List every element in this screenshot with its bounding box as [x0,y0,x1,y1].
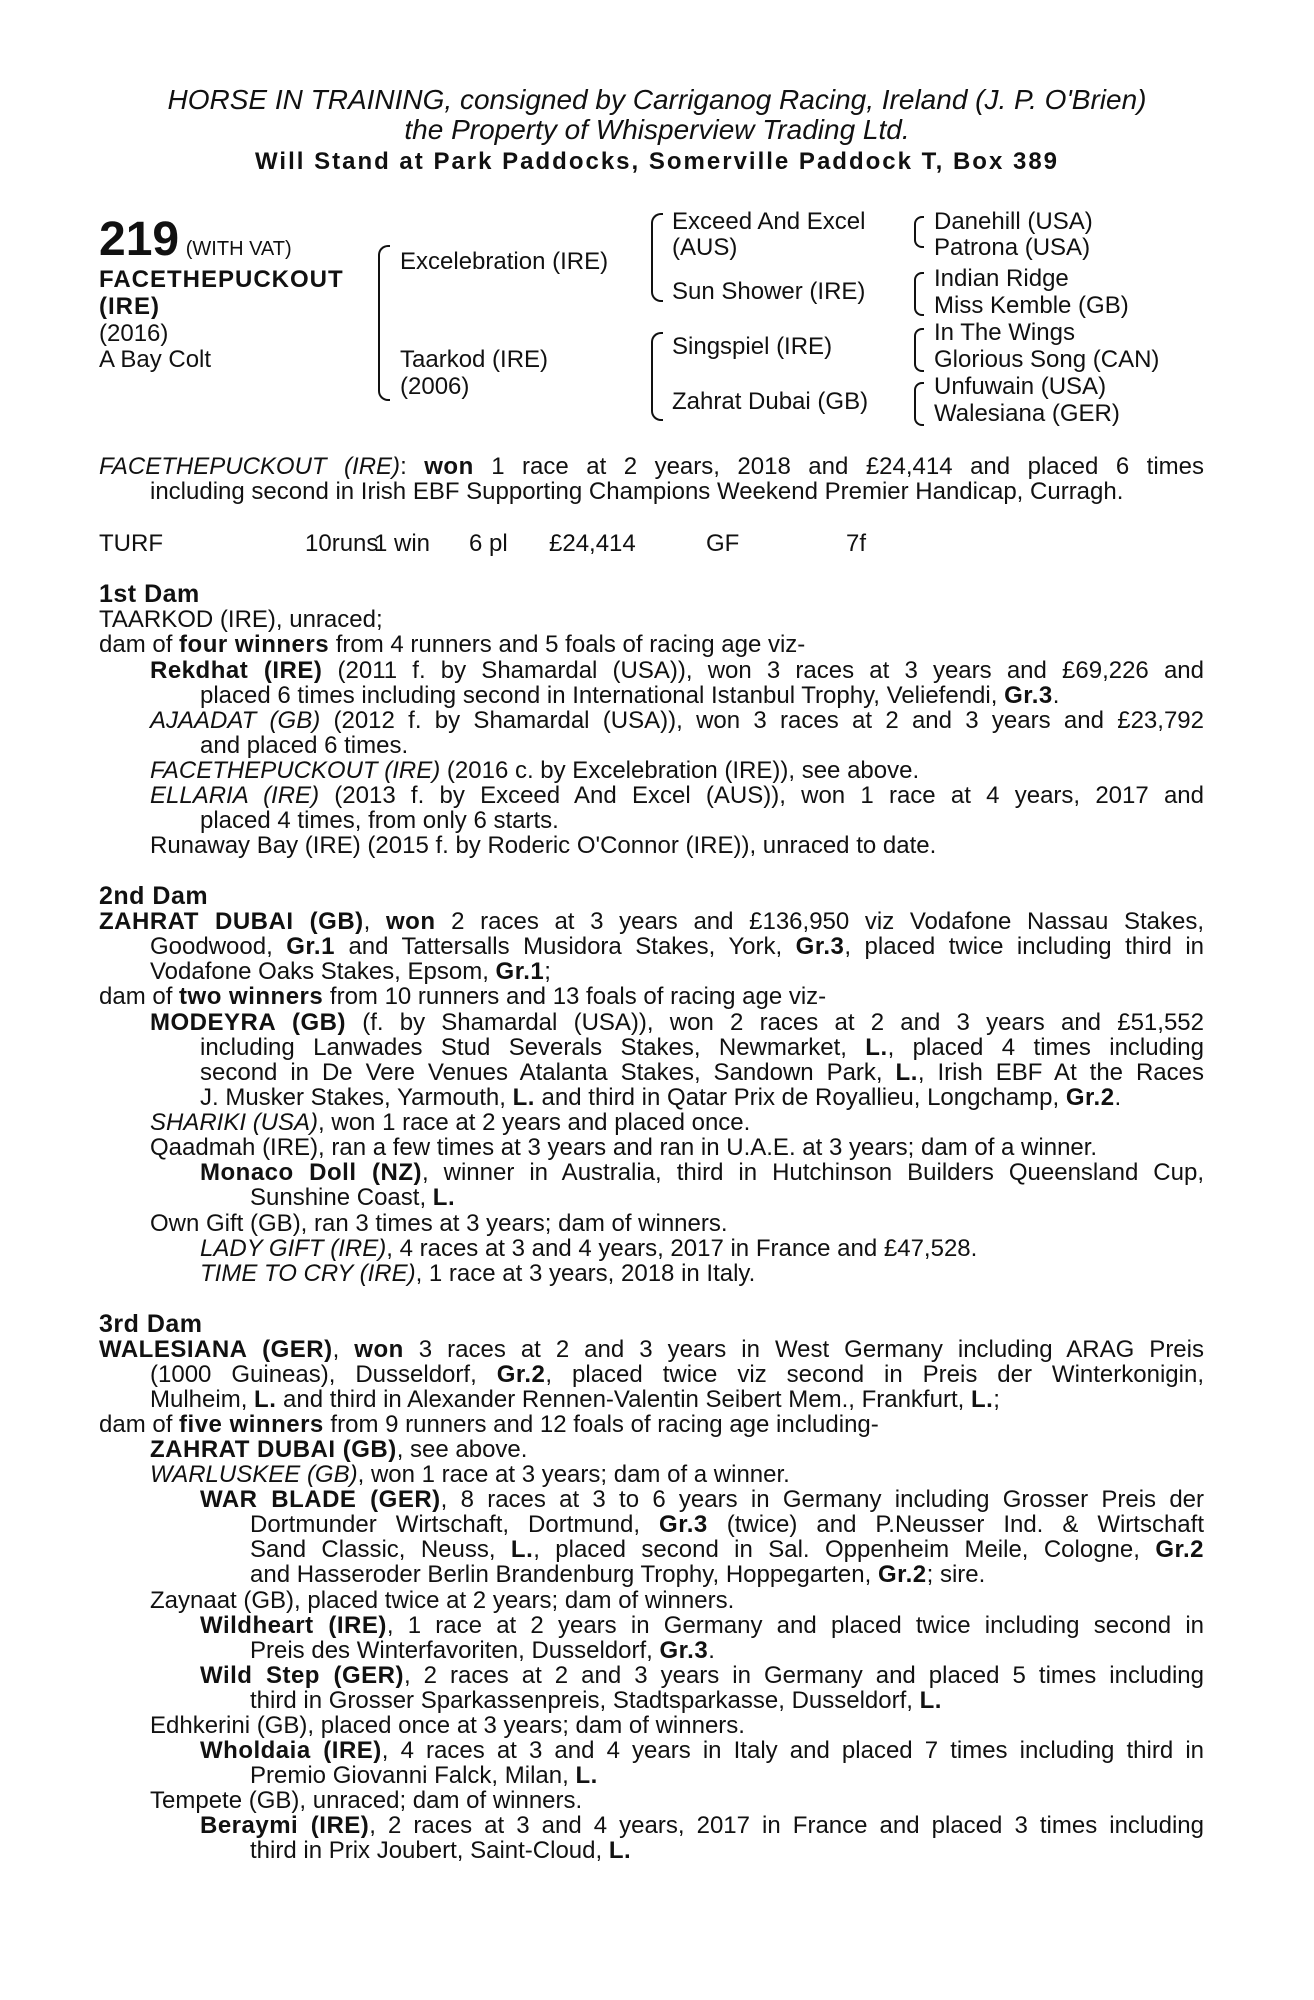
grandproduce-wildheart-2: Preis des Winterfavoriten, Dusseldorf, Gr.3. [250,1637,715,1664]
pedigree-bracket-sire [651,213,663,302]
consignor-line: HORSE IN TRAINING, consigned by Carriganog Racing, Ireland (J. P. O'Brien) [167,84,1147,115]
produce-warluskee: WARLUSKEE (GB), won 1 race at 3 years; dam of a winner. [150,1461,790,1488]
first-dam-heading: 1st Dam [99,580,200,608]
horse-country: (IRE) [99,293,160,320]
stat-distance: 7f [846,530,867,557]
pedigree-bracket-dam [651,332,663,421]
sire-sire-dam: Patrona (USA) [934,234,1091,261]
produce-ajaadat-cont: and placed 6 times. [200,732,409,759]
pedigree-bracket-6 [914,328,924,372]
produce-ellaria: ELLARIA (IRE) (2013 f. by Exceed And Excel (AUS)), won 1 race at 4 years, 2017 and [150,782,1204,809]
stat-runs: 10runs [305,530,379,557]
second-dam-heading: 2nd Dam [99,882,209,910]
third-dam-record: WALESIANA (GER), won 3 races at 2 and 3 years in West Germany including ARAG Preis [99,1336,1204,1363]
race-summary-cont: including second in Irish EBF Supporting Champions Weekend Premier Handicap, Curragh. [150,478,1124,505]
produce-rekdhat: Rekdhat (IRE) (2011 f. by Shamardal (USA)), won 3 races at 3 years and £69,226 and [150,657,1204,684]
produce-zaynaat: Zaynaat (GB), placed twice at 2 years; dam of winners. [150,1587,735,1614]
sire-sire-sire: Danehill (USA) [934,208,1093,235]
grandproduce-wildheart: Wildheart (IRE), 1 race at 2 years in Germany and placed twice including second in [200,1612,1205,1639]
race-summary: FACETHEPUCKOUT (IRE): won 1 race at 2 years, 2018 and £24,414 and placed 6 times [99,453,1205,480]
lot-number: 219 [99,213,180,266]
vat-note: (WITH VAT) [185,238,292,260]
grandproduce-war-blade-2: Dortmunder Wirtschaft, Dortmund, Gr.3 (twice) and P.Neusser Ind. & Wirtschaft [250,1511,1204,1538]
pedigree-bracket-4 [914,216,924,248]
stat-going: GF [706,530,740,557]
dam-dam-sire: Unfuwain (USA) [934,373,1107,400]
sire-sire-country: (AUS) [672,234,738,261]
grandproduce-beraymi-2: third in Prix Joubert, Saint-Cloud, L. [250,1837,632,1864]
produce-modeyra: MODEYRA (GB) (f. by Shamardal (USA)), won 2 races at 2 and 3 years and £51,552 [150,1009,1204,1036]
stat-surface: TURF [99,530,163,557]
pedigree-bracket-main [378,245,390,401]
grandproduce-wholdaia-2: Premio Giovanni Falck, Milan, L. [250,1762,598,1789]
produce-ellaria-cont: placed 4 times, from only 6 starts. [200,807,559,834]
pedigree-bracket-5 [914,272,924,316]
second-dam-record-2: Goodwood, Gr.1 and Tattersalls Musidora Stakes, York, Gr.3, placed twice including third in [150,933,1205,960]
foaling-year: (2016) [99,320,169,347]
dam-sire-dam: Glorious Song (CAN) [934,346,1160,373]
produce-own-gift: Own Gift (GB), ran 3 times at 3 years; dam of winners. [150,1210,728,1237]
sire-dam-sire: Indian Ridge [934,265,1069,292]
dam: Taarkod (IRE) [400,346,549,373]
produce-zahrat-dubai: ZAHRAT DUBAI (GB), see above. [150,1436,528,1463]
grandproduce-beraymi: Beraymi (IRE), 2 races at 3 and 4 years, 2017 in France and placed 3 times including [200,1812,1204,1839]
produce-ajaadat: AJAADAT (GB) (2012 f. by Shamardal (USA)), won 3 races at 2 and 3 years and £23,792 [150,707,1204,734]
dam-dam-dam: Walesiana (GER) [934,400,1120,427]
second-dam-record: ZAHRAT DUBAI (GB), won 2 races at 3 years and £136,950 viz Vodafone Nassau Stakes, [99,908,1205,935]
produce-edhkerini: Edhkerini (GB), placed once at 3 years; dam of winners. [150,1712,745,1739]
third-dam-record-2: (1000 Guineas), Dusseldorf, Gr.2, placed twice viz second in Preis der Winterkonigin, [150,1361,1204,1388]
third-dam-record-3: Mulheim, L. and third in Alexander Rennen-Valentin Seibert Mem., Frankfurt, L.; [150,1386,1000,1413]
dam-sire: Singspiel (IRE) [672,333,833,360]
second-dam-produce-summary: dam of two winners from 10 runners and 13 foals of racing age viz- [99,983,827,1010]
owner-line: the Property of Whisperview Trading Ltd. [404,114,910,145]
first-dam-name: TAARKOD (IRE), unraced; [99,606,383,633]
grandproduce-wild-step-2: third in Grosser Sparkassenpreis, Stadtsparkasse, Dusseldorf, L. [250,1687,942,1714]
grandproduce-monaco-doll-2: Sunshine Coast, L. [250,1184,456,1211]
third-dam-heading: 3rd Dam [99,1310,203,1338]
grandproduce-wholdaia: Wholdaia (IRE), 4 races at 3 and 4 years in Italy and placed 7 times including third in [200,1737,1204,1764]
sire-dam: Sun Shower (IRE) [672,278,866,305]
second-dam-record-3: Vodafone Oaks Stakes, Epsom, Gr.1; [150,958,551,985]
dam-year: (2006) [400,373,470,400]
first-dam-produce-summary: dam of four winners from 4 runners and 5 foals of racing age viz- [99,631,806,658]
third-dam-produce-summary: dam of five winners from 9 runners and 12 foals of racing age including- [99,1411,879,1438]
produce-modeyra-4: J. Musker Stakes, Yarmouth, L. and third in Qatar Prix de Royallieu, Longchamp, Gr.2. [200,1084,1122,1111]
produce-rekdhat-cont: placed 6 times including second in International Istanbul Trophy, Veliefendi, Gr.3. [200,682,1060,709]
produce-modeyra-3: second in De Vere Venues Atalanta Stakes, Sandown Park, L., Irish EBF At the Races [200,1059,1205,1086]
lot-number-block [99,214,292,266]
grandproduce-time-to-cry: TIME TO CRY (IRE), 1 race at 3 years, 2018 in Italy. [200,1260,756,1287]
grandproduce-war-blade-4: and Hasseroder Berlin Brandenburg Trophy, Hoppegarten, Gr.2; sire. [250,1561,986,1588]
grandproduce-lady-gift: LADY GIFT (IRE), 4 races at 3 and 4 years, 2017 in France and £47,528. [200,1235,978,1262]
stat-wins: 1 win [374,530,431,557]
colour-sex: A Bay Colt [99,346,212,373]
sire-dam-dam: Miss Kemble (GB) [934,292,1129,319]
produce-facethepuckout: FACETHEPUCKOUT (IRE) (2016 c. by Excelebration (IRE)), see above. [150,757,920,784]
stat-placed: 6 pl [469,530,508,557]
sire: Excelebration (IRE) [400,248,609,275]
dam-sire-sire: In The Wings [934,319,1075,346]
stat-earnings: £24,414 [549,530,636,557]
produce-shariki: SHARIKI (USA), won 1 race at 2 years and placed once. [150,1109,751,1136]
sire-sire: Exceed And Excel [672,208,866,235]
pedigree-bracket-7 [914,382,924,426]
horse-name: FACETHEPUCKOUT [99,266,344,293]
grandproduce-war-blade: WAR BLADE (GER), 8 races at 3 to 6 years in Germany including Grosser Preis der [200,1486,1205,1513]
grandproduce-monaco-doll: Monaco Doll (NZ), winner in Australia, third in Hutchinson Builders Queensland Cup, [200,1159,1204,1186]
dam-dam: Zahrat Dubai (GB) [672,388,869,415]
produce-modeyra-2: including Lanwades Stud Severals Stakes, Newmarket, L., placed 4 times including [200,1034,1204,1061]
produce-runaway-bay: Runaway Bay (IRE) (2015 f. by Roderic O'Connor (IRE)), unraced to date. [150,832,937,859]
location-line: Will Stand at Park Paddocks, Somerville Paddock T, Box 389 [254,148,1060,175]
grandproduce-war-blade-3: Sand Classic, Neuss, L., placed second in Sal. Oppenheim Meile, Cologne, Gr.2 [250,1536,1205,1563]
grandproduce-wild-step: Wild Step (GER), 2 races at 2 and 3 years in Germany and placed 5 times including [200,1662,1204,1689]
produce-tempete: Tempete (GB), unraced; dam of winners. [150,1787,583,1814]
produce-qaadmah: Qaadmah (IRE), ran a few times at 3 years and ran in U.A.E. at 3 years; dam of a winner. [150,1134,1098,1161]
